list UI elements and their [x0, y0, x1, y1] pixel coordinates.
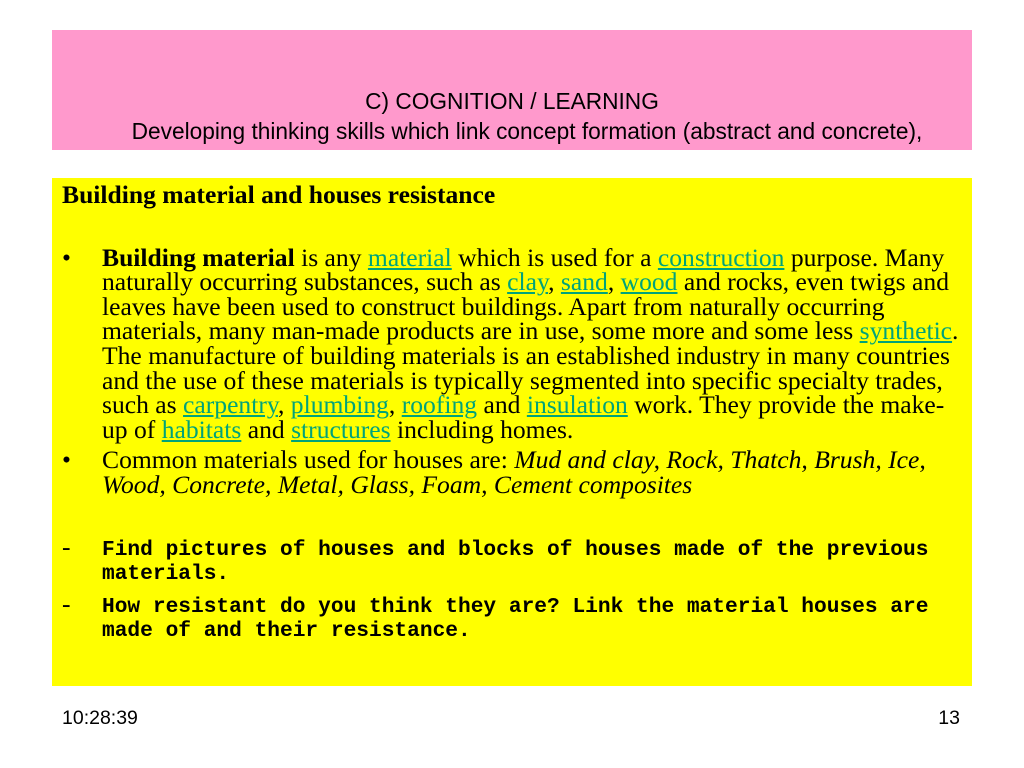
task-resistance	[62, 588, 972, 643]
link-wood[interactable]: wood	[620, 267, 678, 297]
header-subtitle: Developing thinking skills which link concept formation (abstract and concrete),	[131, 118, 923, 144]
bullet-common-materials	[62, 445, 972, 499]
link-construction[interactable]: construction	[657, 242, 785, 272]
text-segment: ,	[278, 390, 291, 420]
text-segment: including homes.	[390, 414, 574, 444]
link-plumbing[interactable]: plumbing	[290, 390, 389, 420]
term-building-material: Building material	[102, 242, 295, 272]
footer-time: 10:28:39	[62, 707, 138, 729]
bullet-text	[102, 445, 964, 499]
text-segment: and rocks, even twigs and leaves have been used to construct buildings. Apart from naturally occurring materials, many man-made products are in use, some more and some less	[102, 267, 949, 346]
text-segment: ,	[607, 267, 621, 297]
dash-mark: -	[62, 531, 71, 561]
link-synthetic[interactable]: synthetic	[859, 316, 953, 346]
bullet-text	[102, 242, 964, 444]
link-sand[interactable]: sand	[560, 267, 608, 297]
section-title: Building material and houses resistance	[62, 180, 496, 209]
bullet-mark: •	[62, 242, 71, 272]
bullet-mark: •	[62, 445, 71, 475]
bullet-building-material	[62, 242, 972, 444]
link-structures[interactable]: structures	[291, 414, 391, 444]
dash-mark: -	[62, 588, 71, 618]
text-segment: ,	[548, 267, 561, 297]
common-materials-intro: Common materials used for houses are:	[102, 445, 515, 475]
common-materials-list: Mud and clay, Rock, Thatch, Brush, Ice, Wood, Concrete, Metal, Glass, Foam, Cement composites	[102, 445, 926, 499]
slide-number: 13	[938, 707, 960, 729]
text-segment: which is used for a	[451, 242, 658, 272]
link-material[interactable]: material	[367, 242, 452, 272]
text-segment: and	[477, 390, 527, 420]
content-box	[52, 178, 972, 686]
task-text: Find pictures of houses and blocks of houses made of the previous materials.	[102, 537, 929, 586]
text-segment: work. They provide the make-up of	[102, 390, 945, 444]
text-segment: and	[241, 414, 292, 444]
header-title: C) COGNITION / LEARNING	[365, 88, 659, 114]
text-segment: ,	[388, 390, 402, 420]
header-box	[52, 30, 972, 150]
link-carpentry[interactable]: carpentry	[183, 390, 278, 420]
link-roofing[interactable]: roofing	[401, 390, 478, 420]
task-find-pictures	[62, 531, 972, 586]
task-text: How resistant do you think they are? Link the material houses are made of and their resistance.	[102, 594, 929, 643]
link-clay[interactable]: clay	[507, 267, 549, 297]
text-segment: purpose. Many naturally occurring substances, such as	[102, 242, 945, 297]
text-segment: is any	[294, 242, 368, 272]
link-insulation[interactable]: insulation	[526, 390, 628, 420]
text-segment: . The manufacture of building materials is an established industry in many countries and the use of these materials is typically segmented into specific specialty trades, such as	[102, 316, 959, 420]
link-habitats[interactable]: habitats	[161, 414, 242, 444]
